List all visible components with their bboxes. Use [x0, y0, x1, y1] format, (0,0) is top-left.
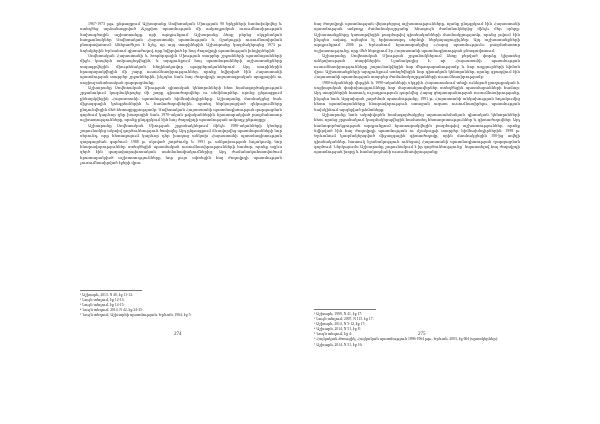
footnote: ⁷ Աշխարհ, 2014, N 51, էջ 16: — [314, 342, 363, 347]
paragraph: Աշխարանը Սովետական Միության շրջանակներում մինչև 1980-ականների կեսերը շարունակեց ակտիվ գործունեություն ծավալել: Այդ ընթացքում ձևավորվեց պատմաբանների նոր սերունդ, որը հետագայում կարևոր դեր խաղաց անկախ Հայաստանի պատմագիտության զարգացման գործում: 1988 թ. սկսված շարժումը և 1991 թ. անկախության հռչակումը նոր հնարավորություններ ստեղծեցին պատմական ուսումնասիրությունների համար, որոնք այլևս զերծ էին գաղափարախոսական սահմանափակումներից: Այդ ժամանակահատվածում հրատարակված աշխատությունները նոր լույս սփռեցին հայ ժողովրդի պատմության չուսումնասիրված էջերի վրա: — [80, 123, 282, 165]
paragraph: 1967-1973 թթ. ընթացքում Աշխարանը Սովետական Միության 90 երկրների համախմբվեց և ստեղծեց արձանագրված Ճշգրիտ պատմության մի ամբողջական ուսումնասիրության նախագծային աշխատանքը, որի արդյունքում Աշխարանը ձեռք բերեց սկզբնական հաղթանակներ Սովետական Հայաստանի պատմության և մշակույթի ուսումնասիրման բնագավառում: Անհրաժեշտ է նշել, որ այդ տարիներին Աշխարանը կազմակերպեց 1973 թ. նոյեմբերին Երևանում գիտաժողով, որը նվիրված էր հայ ժողովրդի պատմության խնդիրներին: — [80, 22, 282, 53]
right-text-column — [314, 22, 520, 156]
right-page — [300, 0, 600, 424]
footnote: ⁴ Աշխարհ, 2014, N 51, էջ 8: — [314, 327, 361, 332]
paragraph: Աշխարանը Սովետական Միության շրջանակներում ձեռք բերված փորձը կիրառեց անկախության տարիներին: Նշանակալից է, որ Հայաստանի պատմության ուսումնասիրությունները շարունակվեցին նոր մեթոդաբանությամբ և նոր աղբյուրների հիման վրա: Աշխատանքների արդյունքում ստեղծվեցին նոր գիտական կենտրոններ, որոնք զբաղվում էին Հայաստանի պատմության տարբեր ժամանակաշրջանների ուսումնասիրությամբ: — [314, 54, 520, 80]
footnote: ³ Նույն տեղում, էջ 14-15: — [80, 303, 125, 308]
paragraph: Աշխարանը նաև ակտիվորեն համագործակցեց արտասահմանյան գիտական կենտրոնների հետ, որոնց շրջանակում կազմակերպվեցին համատեղ հետազոտություններ և գիտաժողովներ: Այդ համագործակցության արդյունքում հրատարակվեցին բազմաթիվ աշխատություններ, որոնք նվիրված էին հայ ժողովրդի պատմության ու մշակույթի տարբեր հիմնախնդիրներին: 1998 թ. Երևանում կազմակերպված միջազգային գիտաժողովը, որին մասնակցեցին 100-ից ավելի գիտնականներ, հատուկ նշանակություն ունեցավ Հայաստանի պատմագիտության զարգացման գործում: Ներկայումս Աշխարանը շարունակում է իր գործունեությունը՝ նպաստելով հայ ժողովրդի պատմության խորը և համակողմանի ուսումնասիրությանը: — [314, 112, 520, 155]
right-footnotes — [314, 312, 514, 348]
footnote-divider — [80, 290, 142, 291]
footnote: ⁵ Նույն տեղում, էջ 4: — [314, 332, 352, 337]
footnote: ¹ Աշխարհ, 1999, N 41, էջ 17: — [314, 312, 363, 316]
left-text-column — [80, 22, 282, 166]
left-footnotes — [80, 293, 280, 318]
footnote: ³ Աշխարհ, 2014, N 5-12, էջ 17: — [314, 322, 366, 327]
page-number: 275 — [418, 332, 426, 337]
footnote-divider — [314, 309, 376, 310]
paragraph: Աշխարանը Սովետական Միության գիտական կենտրոնների հետ համագործակցության շրջանակում կազմակերպեց մի շարք գիտաժողովներ ու սեմինարներ, որոնց ընթացքում քննարկվեցին Հայաստանի պատմության հիմնախնդիրները: Աշխարանը մասնակցեց նաև միջազգային կոնգրեսներին և համաժողովներին, որտեղ ներկայացված զեկուցումները ընդունվեցին մեծ հետաքրքրությամբ: Սովետական Հայաստանի պատմագիտության զարգացման գործում կարևոր դեր խաղացին նաև 1970-ական թվականներին հրատարակված բազմահատոր աշխատությունները, որոնք ընդգրկում էին հայ ժողովրդի պատմության ամբողջ ընթացքը: — [80, 86, 282, 123]
footnote: ⁶ Հայկական Թռուցիկ, Հայկական պատմություն 1896-1964 թթ., Երևան, 2003, էջ 604 (պատկերներ): — [314, 337, 498, 342]
paragraph: 1980-ականների վերջին և 1990-ականների սկզբին Հայաստանում տեղի ունեցած քաղաքական և սոցիալական փոփոխությունները նոր մարտահրավերներ ստեղծեցին պատմաբանների համար: Այդ տարիներին հատուկ ուշադրություն դարձվեց Հայոց ցեղասպանության ուսումնասիրությանը, ինչպես նաև Արցախյան շարժման պատմությանը: 1991 թ. Հայաստանի անկախության հռչակումից հետո պատմաբանները հնարավորություն ստացան ազատ ուսումնասիրելու պատմության նախկինում արգելված թեմաները: — [314, 80, 520, 112]
paragraph: Սովետական Հայաստանի և Խորհրդային Միության տարբեր շրջանների պատմաբանների միջև կապերն ամրապնդվեցին, և արդյունքում հայ պատմաբանների աշխատանքները տպագրվեցին միութենական հեղինակավոր պարբերականներում: Այդ տարիներին հրապարակվեցին մի շարք ուսումնասիրություններ, որոնք նվիրված էին Հայաստանի պատմության տարբեր շրջաններին, ինչպես նաև հայ ժողովրդի ազատագրական պայքարին ու սոցիալ-տնտեսական զարգացմանը: — [80, 54, 282, 85]
footnote: ¹ Աշխարհ, 2013, N 40, էջ 11-12: — [80, 293, 134, 297]
paragraph: հայ ժողովրդի պատմության վերաբերյալ աշխատությունները, որոնք ընդգրկում էին Հայաստանի պատմության ամբողջ ժամանակաշրջանը՝ հնագույն ժամանակներից մինչև մեր օրերը: Աշխատանքները կատարվեցին բազմաթիվ գիտնականների մասնակցությամբ, որոնց թվում էին ինչպես ավագ, այնպես էլ երիտասարդ սերնդի ներկայացուցիչներ: Այդ աշխատանքների արդյունքում 2006 թ. Երևանում հրատարակվեց «Հայոց պատմություն» բազմահատոր աշխատությունը, որը մեծ ներդրում էր Հայաստանի պատմագիտության բնագավառում: — [314, 22, 520, 53]
footnote: ² Նույն տեղում, 2007, N 115, էջ 17: — [314, 317, 374, 322]
page-number: 274 — [174, 332, 182, 337]
footnote: ⁵ Նույն տեղում, Աշխարհի պատմության, Երևան, 1964, էջ 5: — [80, 313, 192, 318]
footnote: ⁴ Նույն տեղում, 2014, N 42, էջ 24-25: — [80, 308, 144, 313]
footnote: ² Նույն տեղում, էջ 12-13: — [80, 298, 125, 303]
